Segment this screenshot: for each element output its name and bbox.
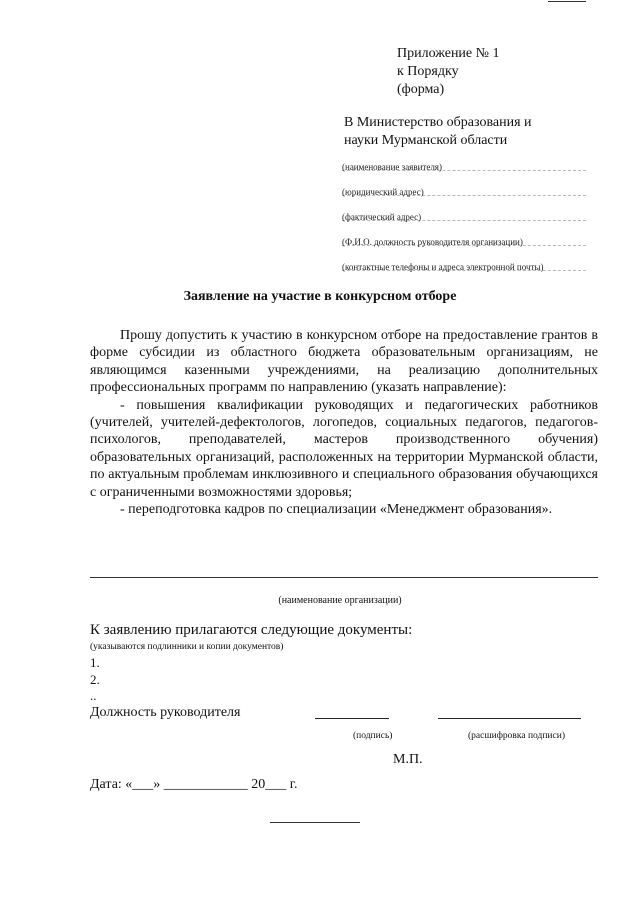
documents-heading: К заявлению прилагаются следующие документы: (90, 622, 413, 638)
actual-address-label: (фактический адрес) (342, 212, 422, 222)
body-paragraph-retraining: - переподготовка кадров по специализации «Менеджмент образования». (120, 502, 553, 518)
manager-name-label: (Ф.И.О. должность руководителя организации) (342, 237, 523, 247)
recipient-line-2: науки Мурманской области (344, 133, 508, 148)
decoding-label: (расшифровка подписи) (468, 731, 565, 741)
recipient-block (344, 114, 532, 150)
contacts-label: (контактные телефоны и адреса электронной почты) (342, 262, 544, 272)
applicant-name-field[interactable] (342, 146, 586, 171)
bottom-rule (270, 822, 360, 823)
documents-hint: (указываются подлинники и копии документов) (90, 642, 284, 652)
actual-address-field[interactable] (342, 196, 586, 221)
seal-placeholder: М.П. (393, 752, 423, 767)
appendix-line-form: (форма) (397, 82, 445, 97)
recipient-line-1: В Министерство образования и (344, 115, 532, 130)
legal-address-field[interactable] (342, 171, 586, 196)
document-item: 1. (90, 655, 100, 670)
document-item: .. (90, 688, 97, 703)
legal-address-label: (юридический адрес) (342, 187, 424, 197)
top-rule (548, 1, 586, 2)
document-title: Заявление на участие в конкурсном отборе (183, 289, 457, 304)
date-line: Дата: «___» ____________ 20___ г. (90, 777, 298, 792)
signature-label: (подпись) (353, 731, 393, 741)
appendix-header (397, 45, 500, 99)
applicant-name-label: (наименование заявителя) (342, 162, 442, 172)
body-paragraph-qualification: - повышения квалификации руководящих и педагогических работников (учителей, учителей-дефектологов, логопедов, социальных педагогов, педагогов-психологов, преподавателей, мастеров производственного обучения) образовательных организаций, расположенных на территории Мурманской области, по актуальным проблемам инклюзивного и специального образования обучающихся с ограниченными возможностями здоровья; (90, 397, 598, 500)
contacts-field[interactable] (342, 246, 586, 271)
appendix-line-number: Приложение № 1 (397, 46, 500, 61)
appendix-line-order: к Порядку (397, 64, 459, 79)
application-body (90, 327, 598, 518)
decoding-line[interactable] (438, 718, 581, 719)
organization-name-label: (наименование организации) (278, 595, 402, 606)
organization-name-line[interactable] (90, 577, 598, 578)
manager-name-field[interactable] (342, 221, 586, 246)
signature-line[interactable] (315, 718, 389, 719)
body-paragraph-request: Прошу допустить к участию в конкурсном отборе на предоставление грантов в форме субсидии из областного бюджета образовательным организациям, не являющимся казенными учреждениями, на реализацию дополнительных профессиональных программ по направлению (указать направление): (90, 328, 598, 396)
document-item: 2. (90, 672, 100, 687)
manager-position-label: Должность руководителя (90, 705, 241, 720)
